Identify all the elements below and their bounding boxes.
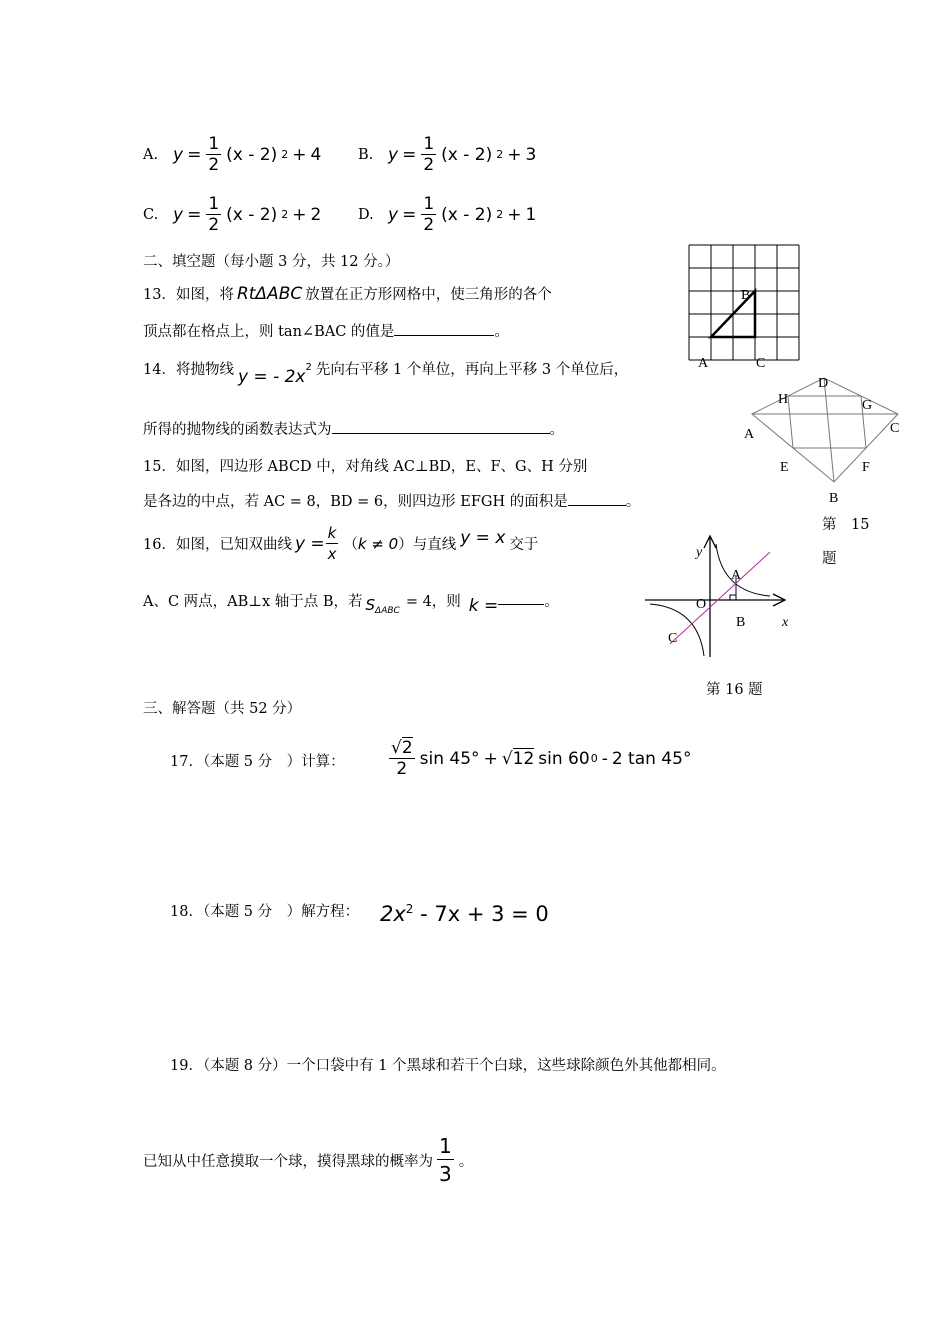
q16-prefix: 16．如图，已知双曲线 (143, 537, 292, 553)
fig13-label-a: A (698, 356, 709, 371)
q17-plus: + (483, 748, 498, 769)
q17-label: 17．（本题 5 分 ）计算： (170, 754, 345, 770)
q18-eq-b: - 7x + 3 = 0 (413, 902, 549, 926)
q16-area-val: = 4，则 (405, 594, 461, 610)
option-a-plus: + (292, 144, 307, 165)
fig13-grid-figure (685, 243, 805, 373)
q15-end: 。 (625, 494, 641, 510)
option-c-plus: + (292, 204, 307, 225)
q19-text: 已知从中任意摸取一个球，摸得黑球的概率为 (143, 1154, 433, 1170)
fig16-label-c: C (668, 631, 678, 646)
option-a-eq: = (187, 144, 202, 165)
fig15-label-h: H (778, 392, 789, 407)
q15-line2 (143, 490, 640, 511)
q17-term3: 2 tan 45° (611, 748, 692, 769)
fig15-label-g: G (862, 398, 873, 413)
q13-end: 。 (494, 324, 509, 340)
fig15-label-f: F (862, 460, 870, 475)
option-c-const: 2 (310, 204, 322, 225)
option-a-const: 4 (310, 144, 322, 165)
q18-equation (380, 902, 549, 926)
q17-sqrt-sign: √ (391, 738, 402, 758)
option-b (358, 134, 536, 175)
option-b-const: 3 (525, 144, 537, 165)
option-d-power: 2 (496, 208, 504, 221)
q14-end: 。 (549, 422, 564, 438)
fig15-caption-1: 第 15 (822, 517, 870, 533)
q14-parabola: y = - 2x (237, 367, 306, 387)
q19-end: 。 (458, 1154, 474, 1170)
option-d-paren: (x - 2) (441, 204, 493, 225)
fig16-label-o: O (696, 597, 707, 612)
fig13-label-b: B (741, 288, 751, 303)
q14-line2 (143, 418, 564, 439)
q19-fraction: $\frac{1}{3}$ (439, 1134, 452, 1186)
fig15-label-e: E (780, 460, 789, 475)
option-a-label: A. (143, 146, 159, 163)
fig15-label-d: D (818, 376, 829, 391)
q17-term2-sup: 0 (590, 752, 598, 765)
q16-k-eq: k = (468, 596, 499, 616)
q17-sqrt12-wrap: √12 (501, 748, 535, 769)
q15-answer-blank[interactable] (568, 505, 626, 506)
q14-power: 2 (305, 362, 312, 374)
fig16-branch-1 (716, 544, 770, 596)
q17-sqrt2: 2 (401, 738, 413, 758)
option-c-power: 2 (281, 208, 289, 221)
fig16-label-x: x (782, 615, 789, 630)
option-d-fraction: $\frac{1}{2}$ (423, 194, 435, 235)
q15-line1: 15．如图，四边形 ABCD 中，对角线 AC⊥BD，E、F、G、H 分别 (143, 459, 588, 475)
q14-line1 (143, 358, 629, 387)
option-b-fraction: $\frac{1}{2}$ (423, 134, 435, 175)
q19-line2 (143, 1133, 473, 1188)
fig15-label-a: A (744, 427, 755, 442)
q16-end: 。 (544, 594, 559, 610)
q14-text: 所得的抛物线的函数表达式为 (143, 422, 332, 438)
q16-cond-open: （ (343, 537, 358, 553)
option-a-paren: (x - 2) (226, 144, 278, 165)
q16-cond: k ≠ 0 (357, 534, 399, 553)
q16-suffix: 交于 (509, 537, 539, 553)
q16-fraction: $\frac{k}{x}$ (327, 524, 337, 563)
option-d-label: D. (358, 206, 374, 223)
option-d-eq: = (402, 204, 417, 225)
q17-expression (388, 738, 691, 779)
option-a-fraction: $\frac{1}{2}$ (208, 134, 220, 175)
q16-cond-close: ） (398, 537, 413, 553)
fig13-label-c: C (756, 356, 766, 371)
q17-den: 2 (396, 759, 408, 779)
fig16-label-a: A (731, 568, 742, 583)
q13-line1 (143, 283, 552, 304)
fig15-quadrilateral-figure (738, 372, 913, 507)
q16-line2 (143, 590, 559, 616)
fig15-diagonal-bd (824, 378, 834, 482)
fig15-label-c: C (890, 421, 900, 436)
option-c-paren: (x - 2) (226, 204, 278, 225)
option-a-y: y (173, 144, 184, 165)
fig16-caption: 第 16 题 (706, 682, 763, 698)
option-c-eq: = (187, 204, 202, 225)
option-a-power: 2 (281, 148, 289, 161)
option-b-y: y (388, 144, 399, 165)
q16-area-sub: ΔABC (375, 606, 400, 616)
q17-term2: sin 60 (538, 748, 590, 769)
fig15-label-b: B (829, 491, 839, 506)
q15-text: 是各边的中点，若 AC = 8，BD = 6，则四边形 EFGH 的面积是 (143, 494, 568, 510)
q13-line2 (143, 320, 509, 341)
q13-triangle: RtΔABC (236, 284, 303, 304)
q16-mid: 与直线 (412, 537, 457, 553)
option-d-plus: + (507, 204, 522, 225)
option-a (143, 134, 321, 175)
q18-eq-a: 2x (380, 902, 406, 926)
q14-suffix: 先向右平移 1 个单位，再向上平移 3 个单位后， (315, 362, 629, 378)
fig16-hyperbola-figure (640, 532, 800, 667)
q14-answer-blank[interactable] (332, 433, 550, 434)
option-d-y: y (388, 204, 399, 225)
option-c-label: C. (143, 206, 159, 223)
q16-eq-y: y = (294, 533, 325, 554)
option-b-eq: = (402, 144, 417, 165)
fig16-label-y: y (696, 545, 703, 560)
option-c (143, 194, 321, 235)
q16-area-s: S (365, 596, 376, 614)
option-b-paren: (x - 2) (441, 144, 493, 165)
option-c-y: y (173, 204, 184, 225)
q13-text: 顶点都在格点上，则 tan∠BAC 的值是 (143, 324, 395, 340)
fig16-line-y-eq-x (670, 552, 770, 644)
fig16-label-b: B (736, 615, 746, 630)
fig16-right-angle (730, 595, 736, 600)
q18-label: 18．（本题 5 分 ）解方程： (170, 904, 360, 920)
q13-answer-blank[interactable] (394, 335, 494, 336)
option-b-plus: + (507, 144, 522, 165)
option-c-fraction: $\frac{1}{2}$ (208, 194, 220, 235)
fig15-efgh (788, 396, 866, 448)
fig15-caption-2: 题 (822, 551, 837, 567)
q13-suffix: 放置在正方形网格中，使三角形的各个 (305, 287, 552, 303)
q18-eq-sup: 2 (405, 902, 414, 916)
option-b-power: 2 (496, 148, 504, 161)
section3-heading: 三、解答题（共 52 分） (143, 701, 302, 717)
q16-line2-prefix: A、C 两点，AB⊥x 轴于点 B，若 (143, 594, 363, 610)
q17-fraction (389, 738, 415, 779)
section2-heading: 二、填空题（每小题 3 分，共 12 分。） (143, 254, 400, 270)
q16-line1 (143, 523, 538, 564)
q17-sqrt12: 12 (512, 748, 535, 769)
q16-line-eq: y = x (460, 527, 506, 548)
option-b-label: B. (358, 146, 374, 163)
q16-answer-blank[interactable] (498, 590, 544, 605)
q17-minus: - (601, 748, 608, 769)
option-d (358, 194, 536, 235)
q17-term1: sin 45° (419, 748, 480, 769)
q14-prefix: 14．将抛物线 (143, 362, 234, 378)
q13-prefix: 13．如图，将 (143, 287, 234, 303)
option-d-const: 1 (525, 204, 537, 225)
q19-line1: 19．（本题 8 分）一个口袋中有 1 个黑球和若干个白球，这些球除颜色外其他都相同。 (170, 1058, 726, 1074)
